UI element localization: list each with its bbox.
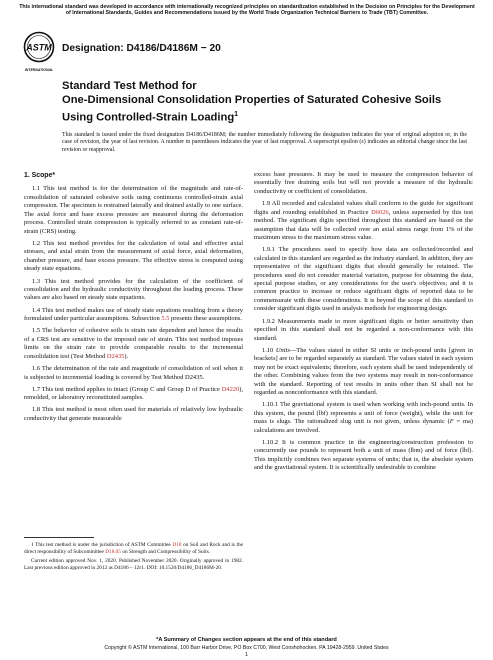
paragraph-1-8: 1.8 This test method is most often used for materials of relatively low hydraulic conductivity that generate measurable (24, 406, 243, 422)
section-heading-scope: 1. Scope* (24, 172, 56, 179)
force-symbol: F (449, 418, 454, 426)
paragraph-1-10-1-text: 1.10.1 The gravitational system is used when working with inch-pound units. In this system, the pound (lbf) represents a unit of force (weight), while the unit for mass is slugs. The rationalized slug unit is not given, unless dynamic ( (254, 401, 473, 426)
standard-label: Standard Test Method for (62, 80, 197, 92)
link-subcommittee-d18-05[interactable]: D18.05 (105, 548, 121, 555)
logo-text: ASTM (26, 42, 52, 53)
link-committee-d18[interactable]: D18 (172, 542, 182, 548)
paragraph-1-6: 1.6 The determination of the rate and magnitude of consolidation of soil when it is subjected to incremental loading is covered by Test Method D2435. (24, 365, 243, 381)
designation: Designation: D4186/D4186M − 20 (62, 43, 221, 54)
paragraph-1-5-tail: ). (124, 352, 129, 360)
page-number: 1 (245, 652, 248, 658)
paragraph-1-3: 1.3 This test method provides for the calculation of the coefficient of consolidation and the hydraulic conductivity throughout the loading process. These values are also based on steady state equations. (24, 277, 243, 302)
paragraph-1-9 (254, 200, 473, 242)
title-text: One-Dimensional Consolidation Properties of Saturated Cohesive Soils Using Controlled-Strain Loading (62, 94, 442, 124)
paragraph-1-4 (24, 307, 243, 324)
document-title (62, 94, 462, 125)
paragraph-1-10-1 (254, 401, 473, 435)
paragraph-1-4-tail: presents these assumptions. (169, 315, 242, 323)
astm-logo (22, 30, 56, 74)
paragraph-1-10-text: —The values stated in either SI units or inch-pound units [given in brackets] are to be regarded separately as standard. The values stated in each system may not be exact equivalents; therefore, each system shall be used independently of the other. Combining values from the two systems may result in non-conformance with the standard. Reporting of test results in units other than SI shall not be regarded as nonconformance with this standard. (254, 346, 473, 397)
paragraph-1-5 (24, 327, 243, 361)
link-d4220[interactable]: D4220 (221, 385, 240, 393)
logo-subtext: INTERNATIONAL (24, 68, 54, 72)
footnotes (24, 542, 243, 571)
paragraph-1-10-1-tail: = ma) calculations are involved. (254, 418, 474, 434)
paragraph-1-10-number: 1.10 (262, 346, 276, 354)
paragraph-1-10-2: 1.10.2 It is common practice in the engineering/construction profession to concurrently use pounds to represent both a unit of mass (lbm) and of force (lbf). This implicitly combines two separate systems of units; that is, the absolute system and the gravitational system. It is scientifically undesirable to combine (254, 438, 473, 472)
paragraph-1-9-1: 1.9.1 The procedures used to specify how data are collected/recorded and calculated in this standard are regarded as the industry standard. In addition, they are representative of the significant digits that should generally be retained. The procedures used do not consider material variation, purpose for obtaining the data, special purpose studies, or any considerations for the user's objectives; and it is common practice to increase or reduce significant digits of reported data to be commensurate with these considerations. It is beyond the scope of this standard to consider significant digits used in analysis methods for engineering design. (254, 246, 473, 313)
right-column (254, 171, 473, 473)
paragraph-1-7 (24, 386, 243, 403)
footnote-divider (24, 537, 94, 538)
link-subsection-5-5[interactable]: 5.5 (161, 315, 170, 323)
paragraph-1-9-text: 1.9 All recorded and calculated values shall conform to the guide for significant digits and rounding established in Practice (254, 200, 473, 216)
copyright-line: Copyright © ASTM International, 100 Barr Harbor Drive, PO Box C700, West Conshohocken, PA 19428-2959. United States (104, 645, 389, 651)
paragraph-1-10 (254, 347, 473, 398)
paragraph-1-5-text: 1.5 The behavior of cohesive soils is strain rate dependent and hence the results of a CRS test are sensitive to the imposed rate of strain. This test method imposes limits on the strain rate to provide comparable results to the incremental consolidation test (Test Method (24, 327, 243, 360)
issuance-note: This standard is issued under the fixed designation D4186/D4186M; the number immediately following the designation indicates the year of original adoption or, in the case of revision, the year of last revision. A number in parentheses indicates the year of last reapproval. A superscript epsilon (ε) indicates an editorial change since the last revision or reapproval. (62, 132, 467, 153)
summary-of-changes-note: *A Summary of Changes section appears at the end of this standard (156, 637, 337, 643)
footnote-1 (24, 542, 243, 555)
paragraph-1-9-tail: , unless superseded by this test method. The significant digits specified throughout this standard are based on the assumption that data will be collected over an axial stress range from 1% of the maximum stress to the maximum stress value. (254, 208, 473, 241)
paragraph-1-4-text: 1.4 This test method makes use of steady state equations resulting from a theory formulated under particular assumptions. Subsection (24, 306, 243, 323)
paragraph-1-2: 1.2 This test method provides for the calculation of total and effective axial stresses, and axial strain from the measurement of axial force, axial deformation, chamber pressure, and base excess pressure. The effective stress is computed using steady state equations. (24, 239, 243, 273)
footnote-edition: Current edition approved Nov. 1, 2020. Published November 2020. Originally approved in 1982. Last previous edition approved in 2012 as D4186 – 12ε1. DOI: 10.1520/D4186_D4186M-20. (24, 558, 243, 571)
paragraph-1-8-continued: excess base pressures. It may be used to measure the compression behavior of essentially free draining soils but will not provide a measure of the hydraulic conductivity or coefficient of consolidation. (254, 171, 473, 195)
paragraph-1-1: 1.1 This test method is for the determination of the magnitude and rate-of-consolidation of saturated cohesive soils using continuous controlled-strain axial compression. The specimen is restrained laterally and drained axially to one surface. The axial force and base excess pressure are measured during the deformation process. Controlled strain compression is typically referred to as constant rate-of-strain (CRS) testing. (24, 185, 243, 235)
link-d2435[interactable]: D2435 (106, 352, 125, 360)
wto-notice: This international standard was developed in accordance with internationally recognized principles on standardization established in the Decision on Principles for the Development of International Standards, Guides and Recommendations issued by the World Trade Organization Technical Barriers to Trade (TBT) Committee. (19, 4, 475, 17)
footnote-1-mid: on Soil and Rock and is the direct responsibility of Subcommittee (24, 542, 243, 555)
paragraph-1-9-2: 1.9.2 Measurements made to more significant digits or better sensitivity than specified in this standard shall not be regarded a non-conformance with this standard. (254, 317, 473, 342)
left-column (24, 172, 243, 423)
units-heading: Units (275, 346, 290, 354)
footnote-1-text: 1 This test method is under the jurisdiction of ASTM Committee (31, 542, 173, 548)
footnote-1-tail: on Strength and Compressibility of Soils. (120, 548, 210, 555)
paragraph-1-7-text: 1.7 This test method applies to intact (Group C and Group D of Practice (32, 385, 222, 393)
paragraph-1-7-tail: ), remolded, or laboratory reconstituted samples. (24, 385, 243, 402)
link-d6026[interactable]: D6026 (371, 208, 389, 216)
title-footnote-marker: 1 (234, 110, 239, 118)
